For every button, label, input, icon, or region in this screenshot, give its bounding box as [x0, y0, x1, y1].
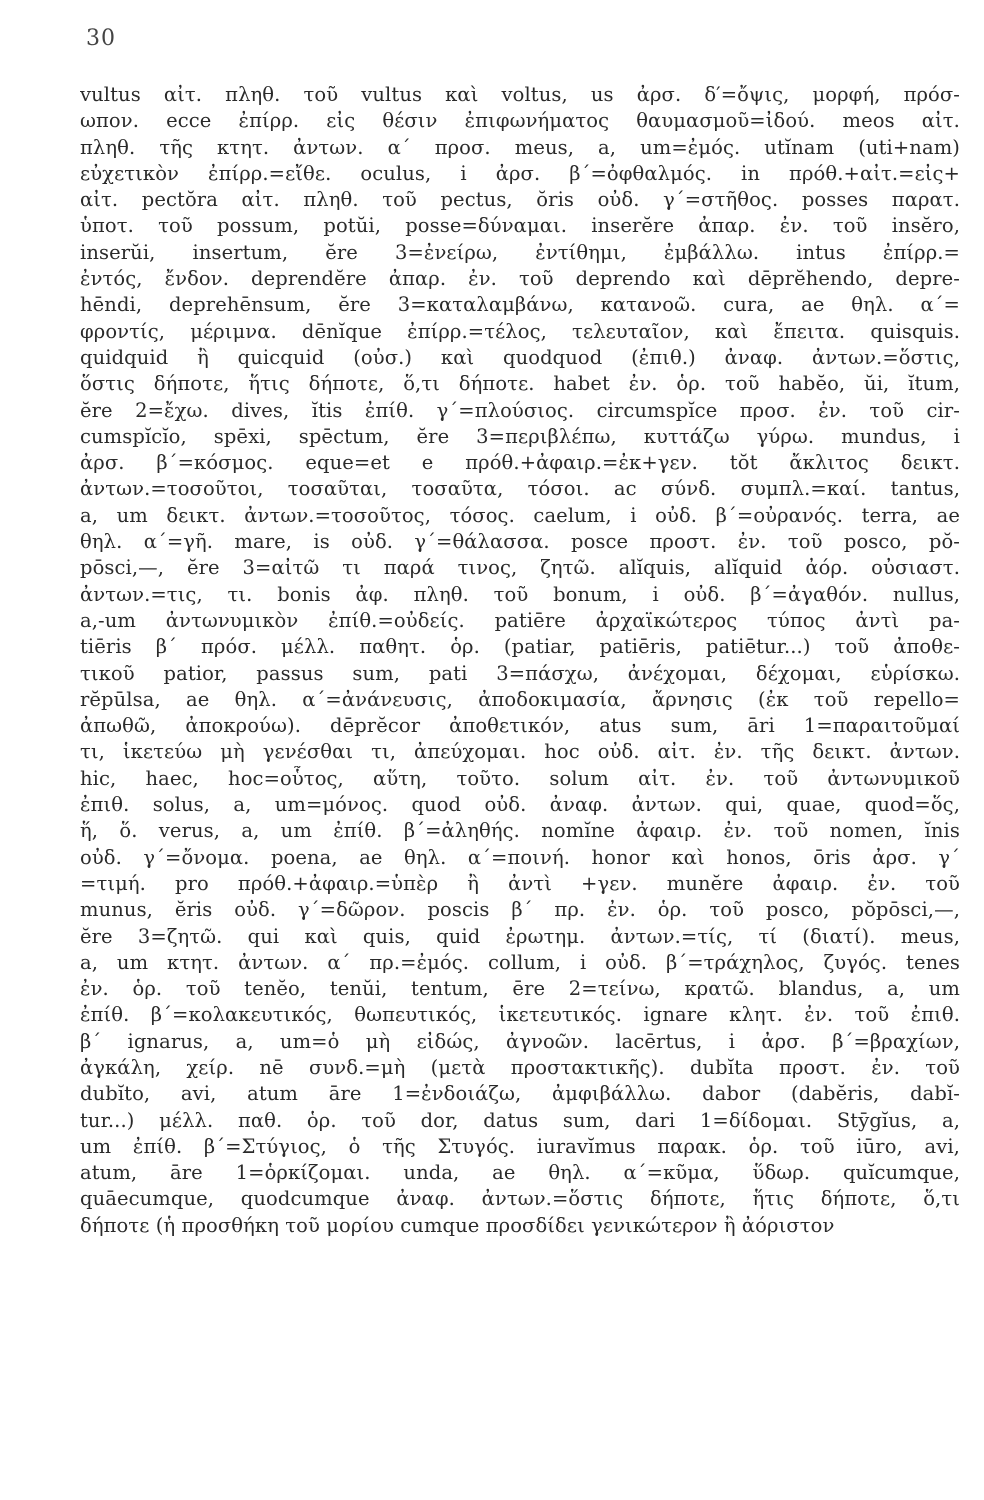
text-line: vultus αἰτ. πληθ. τοῦ vultus καὶ voltus, us ἀρσ. δ′=ὄψις, μορφή, πρόσ- — [80, 83, 960, 106]
text-line: ἀπωθῶ, ἀποκρούω). dēprĕcor ἀποθετικόν, atus sum, āri 1=παραιτοῦμαί — [80, 714, 960, 738]
text-line: pōsci,—, ĕre 3=αἰτῶ τι παρά τινος, ζητῶ. alĭquis, alĭquid ἀόρ. οὐσιαστ. — [80, 556, 960, 580]
text-line: β΄ ignarus, a, um=ὁ μὴ εἰδώς, ἀγνοῶν. lacērtus, i ἀρσ. β΄=βραχίων, — [80, 1029, 960, 1053]
text-line: ἀρσ. β΄=κόσμος. eque=et e πρόθ.+ἀφαιρ.=ἐκ+γεν. tŏt ἄκλιτος δεικτ. — [80, 451, 960, 475]
text-line: φροντίς, μέριμνα. dēnĭque ἐπίρρ.=τέλος, τελευταῖον, καὶ ἔπειτα. quisquis. — [80, 319, 960, 343]
text-line: cumspĭcĭo, spēxi, spēctum, ĕre 3=περιβλέπω, κυττάζω γύρω. mundus, i — [80, 424, 960, 448]
text-line: ωπον. ecce ἐπίρρ. εἰς θέσιν ἐπιφωνήματος θαυμασμοῦ=ἰδού. meos αἰτ. — [80, 109, 960, 133]
text-line: a,-um ἀντωνυμικὸν ἐπίθ.=οὐδείς. patiēre ἀρχαϊκώτερος τύπος ἀντὶ pa- — [80, 608, 960, 632]
text-line: ἀντων.=τις, τι. bonis ἀφ. πληθ. τοῦ bonum, i οὐδ. β΄=ἀγαθόν. nullus, — [80, 582, 960, 606]
text-line: ἐπιθ. solus, a, um=μόνος. quod οὐδ. ἀναφ. ἀντων. qui, quae, quod=ὅς, — [80, 793, 960, 817]
text-line: ĕre 3=ζητῶ. qui καὶ quis, quid ἐρωτημ. ἀντων.=τίς, τί (διατί). meus, — [80, 924, 960, 948]
text-line: ἥ, ὅ. verus, a, um ἐπίθ. β΄=ἀληθής. nomĭne ἀφαιρ. ἐν. τοῦ nomen, ĭnis — [80, 819, 960, 843]
text-line: ἐν. ὁρ. τοῦ tenĕo, tenŭi, tentum, ēre 2=τείνω, κρατῶ. blandus, a, um — [80, 977, 960, 1001]
text-line: τι, ἱκετεύω μὴ γενέσθαι τι, ἀπεύχομαι. hoc οὐδ. αἰτ. ἐν. τῆς δεικτ. ἀντων. — [80, 740, 960, 764]
page-number: 30 — [86, 26, 116, 51]
text-line: tur...) μέλλ. παθ. ὁρ. τοῦ dor, datus sum, dari 1=δίδομαι. Stȳgĭus, a, — [80, 1108, 960, 1132]
text-line: εὐχετικὸν ἐπίρρ.=εἴθε. oculus, i ἀρσ. β΄=ὀφθαλμός. in πρόθ.+αἰτ.=εἰς+ — [80, 161, 960, 185]
text-line: atum, āre 1=ὁρκίζομαι. unda, ae θηλ. α΄=κῦμα, ὕδωρ. quĭcumque, — [80, 1161, 960, 1185]
text-line: quāecumque, quodcumque ἀναφ. ἀντων.=ὅστις δήποτε, ἥτις δήποτε, ὅ,τι — [80, 1187, 960, 1211]
text-line: ἐπίθ. β΄=κολακευτικός, θωπευτικός, ἱκετευτικός. ignare κλητ. ἐν. τοῦ ἐπιθ. — [80, 1003, 960, 1027]
text-line: ἐντός, ἔνδον. deprendĕre ἀπαρ. ἐν. τοῦ deprendo καὶ dēprĕhendo, depre- — [80, 267, 960, 291]
text-line: tiēris β΄ πρόσ. μέλλ. παθητ. ὁρ. (patiar, patiēris, patiētur...) τοῦ ἀποθε- — [80, 635, 960, 659]
text-line: ἀγκάλη, χείρ. nē συνδ.=μὴ (μετὰ προστακτικῆς). dubĭta προστ. ἐν. τοῦ — [80, 1055, 960, 1079]
text-line: αἰτ. pectŏra αἰτ. πληθ. τοῦ pectus, ŏris οὐδ. γ΄=στῆθος. posses παρατ. — [80, 188, 960, 212]
text-line: πληθ. τῆς κτητ. ἀντων. α΄ προσ. meus, a, um=ἐμός. utĭnam (uti+nam) — [80, 135, 960, 159]
text-line: a, um δεικτ. ἀντων.=τοσοῦτος, τόσος. caelum, i οὐδ. β΄=οὐρανός. terra, ae — [80, 503, 960, 527]
text-line: =τιμή. pro πρόθ.+ἀφαιρ.=ὑπὲρ ἢ ἀντὶ +γεν. munĕre ἀφαιρ. ἐν. τοῦ — [80, 871, 960, 895]
text-line: θηλ. α΄=γῆ. mare, is οὐδ. γ΄=θάλασσα. posce προστ. ἐν. τοῦ posco, pŏ- — [80, 530, 960, 554]
text-line: inserŭi, insertum, ĕre 3=ἐνείρω, ἐντίθημι, ἐμβάλλω. intus ἐπίρρ.= — [80, 240, 960, 264]
text-line: hēndi, deprehēnsum, ĕre 3=καταλαμβάνω, κατανοῶ. cura, ae θηλ. α΄= — [80, 293, 960, 317]
text-line: hic, haec, hoc=οὗτος, αὕτη, τοῦτο. solum αἰτ. ἐν. τοῦ ἀντωνυμικοῦ — [80, 766, 960, 790]
commentary-text — [80, 82, 960, 1239]
text-line: δήποτε (ἡ προσθήκη τοῦ μορίου cumque προσδίδει γενικώτερον ἢ ἀόριστον — [80, 1213, 835, 1237]
text-line: ὑποτ. τοῦ possum, potŭi, posse=δύναμαι. inserĕre ἀπαρ. ἐν. τοῦ insĕro, — [80, 214, 960, 238]
text-line: ἀντων.=τοσοῦτοι, τοσαῦται, τοσαῦτα, τόσοι. ac σύνδ. συμπλ.=καί. tantus, — [80, 477, 960, 501]
text-line: ὅστις δήποτε, ἥτις δήποτε, ὅ,τι δήποτε. habet ἐν. ὁρ. τοῦ habĕo, ŭi, ĭtum, — [80, 372, 960, 396]
text-line: rĕpūlsa, ae θηλ. α΄=ἀνάνευσις, ἀποδοκιμασία, ἄρνησις (ἐκ τοῦ repello= — [80, 687, 960, 711]
text-line: munus, ĕris οὐδ. γ΄=δῶρον. poscis β΄ πρ. ἐν. ὁρ. τοῦ posco, pŏpōsci,—, — [80, 898, 960, 922]
text-line: dubĭto, avi, atum āre 1=ἐνδοιάζω, ἀμφιβάλλω. dabor (dabĕris, dabĭ- — [80, 1082, 960, 1106]
text-line: um ἐπίθ. β΄=Στύγιος, ὁ τῆς Στυγός. iuravĭmus παρακ. ὁρ. τοῦ iūro, avi, — [80, 1134, 960, 1158]
text-line: quidquid ἢ quicquid (οὐσ.) καὶ quodquod (ἐπιθ.) ἀναφ. ἀντων.=ὅστις, — [80, 345, 960, 369]
text-line: ĕre 2=ἔχω. dives, ĭtis ἐπίθ. γ΄=πλούσιος. circumspĭce προσ. ἐν. τοῦ cir- — [80, 398, 960, 422]
text-line: τικοῦ patior, passus sum, pati 3=πάσχω, ἀνέχομαι, δέχομαι, εὑρίσκω. — [80, 661, 960, 685]
text-line: οὐδ. γ΄=ὄνομα. poena, ae θηλ. α΄=ποινή. honor καὶ honos, ōris ἀρσ. γ΄ — [80, 845, 960, 869]
text-line: a, um κτητ. ἀντων. α΄ πρ.=ἐμός. collum, i οὐδ. β΄=τράχηλος, ζυγός. tenes — [80, 950, 960, 974]
